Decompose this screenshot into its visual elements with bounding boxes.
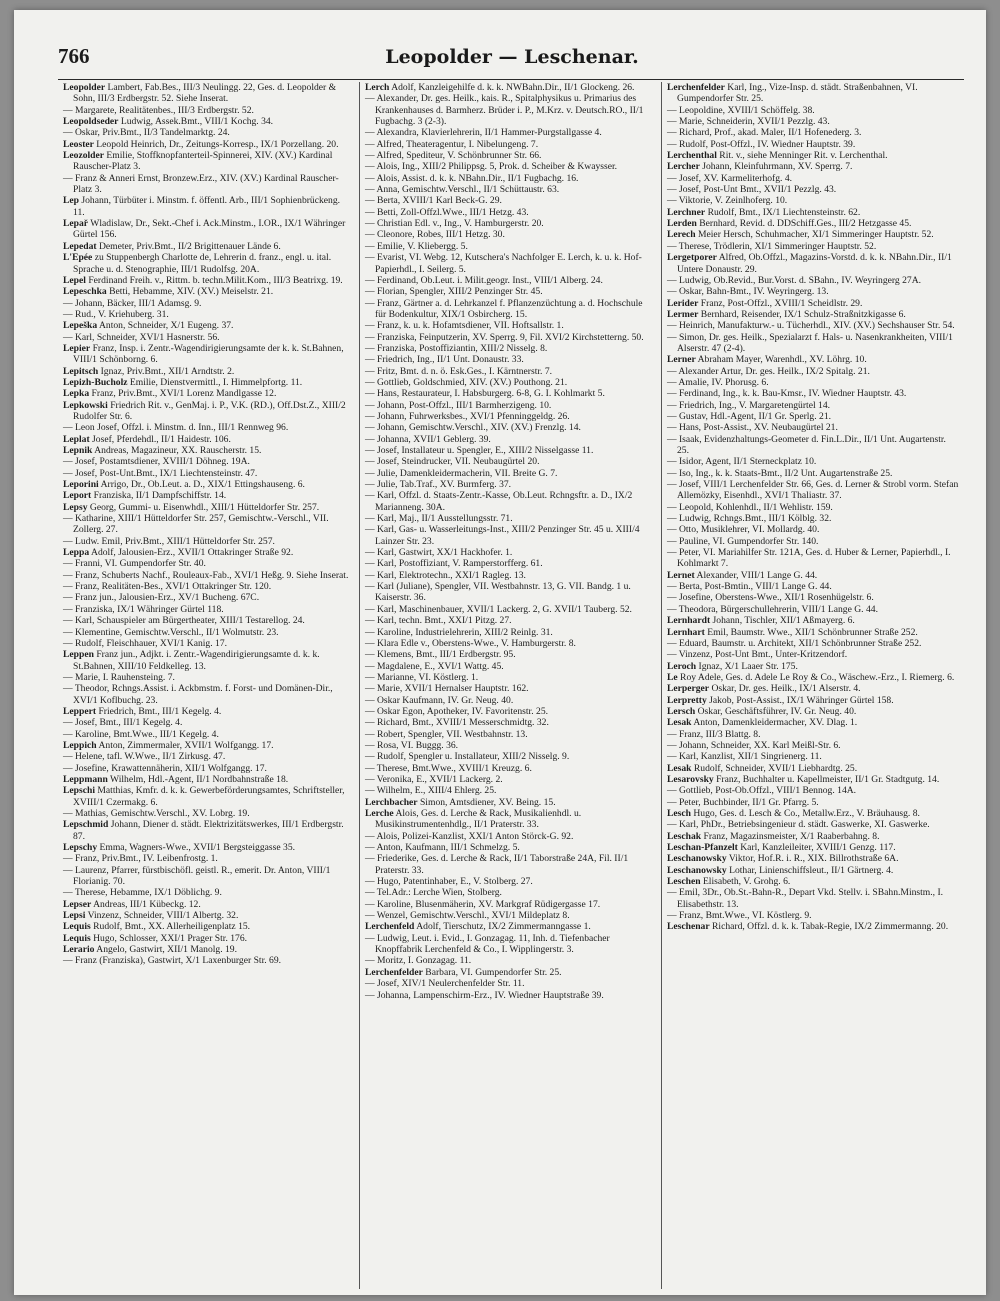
- directory-entry: — Ferdinand, Ing., k. k. Bau-Kmsr., IV. Wiedner Hauptstr. 43.: [666, 388, 907, 400]
- directory-entry: — Veronika, E., XVII/1 Lackerg. 2.: [364, 773, 503, 785]
- entry-surname: Leschanowsky: [666, 853, 727, 865]
- directory-entry: Lerch Adolf, Kanzleigehilfe d. k. k. NWBahn.Dir., II/1 Glockeng. 26.: [364, 82, 635, 93]
- directory-entry: Leppert Friedrich, Bmt., III/1 Kegelg. 4.: [63, 705, 222, 717]
- columns: [58, 82, 964, 1289]
- entry-surname: Lerech: [666, 229, 696, 241]
- directory-entry: — Tel.Adr.: Lerche Wien, Stolberg.: [364, 887, 502, 899]
- directory-entry: Lepsi Vinzenz, Schneider, VIII/1 Albertg. 32.: [63, 910, 239, 922]
- entry-surname: Lesarovsky: [666, 773, 714, 785]
- directory-entry: — Karl, Maschinenbauer, XVII/1 Lackerg. 2, G. XVII/1 Tauberg. 52.: [364, 603, 632, 615]
- directory-entry: — Ludwig, Ob.Revid., Bur.Vorst. d. SBahn., IV. Weyringerg 27A.: [666, 274, 922, 286]
- directory-entry: — Christian Edl. v., Ing., V. Hamburgerstr. 20.: [364, 218, 544, 230]
- entry-surname: Lepschy: [63, 842, 98, 854]
- directory-entry: — Alois, Polizei-Kanzlist, XXI/1 Anton Störck-G. 92.: [364, 830, 574, 842]
- directory-entry: Lerchenthal Rit. v., siehe Menninger Rit. v. Lerchenthal.: [666, 150, 888, 162]
- entry-surname: Lerchenthal: [666, 150, 717, 162]
- directory-entry: — Josef, Bmt., III/1 Kegelg. 4.: [63, 717, 183, 729]
- directory-entry: — Karl, Gas- u. Wasserleitungs-Inst., XIII/2 Penzinger Str. 45 u. XIII/4 Lainzer Str. 23.: [364, 524, 640, 547]
- directory-entry: — Josef, XIV/1 Neulerchenfelder Str. 11.: [364, 978, 525, 990]
- entry-surname: Lepizh-Bucholz: [63, 376, 128, 388]
- entry-surname: Leport: [63, 490, 92, 502]
- directory-entry: — Karl, Schauspieler am Bürgertheater, XIII/1 Testarellog. 24.: [63, 615, 305, 627]
- directory-entry: Lepka Franz, Priv.Bmt., XVI/1 Lorenz Mandlgasse 12.: [63, 388, 277, 400]
- directory-entry: — Richard, Bmt., XVIII/1 Messerschmidtg. 32.: [364, 717, 549, 729]
- directory-entry: Leschak Franz, Magazinsmeister, X/1 Raaberbahng. 8.: [666, 830, 880, 842]
- directory-entry: — Josefine, Krawattennäherin, XII/1 Wolfgangg. 17.: [63, 762, 267, 774]
- directory-entry: Lep Johann, Türbüter i. Minstm. f. öffentl. Arb., III/1 Sophienbrückeng. 11.: [63, 195, 341, 218]
- directory-entry: — Klemens, Bmt., III/1 Erdbergstr. 95.: [364, 649, 516, 661]
- directory-entry: — Klementine, Gemischtw.Verschl., II/1 Wolmutstr. 23.: [63, 626, 279, 638]
- directory-entry: — Friederike, Ges. d. Lerche & Rack, II/1 Taborstraße 24A, Fil. II/1 Praterstr. 33.: [364, 853, 629, 876]
- directory-entry: — Franz & Anneri Ernst, Bronzew.Erz., XIV. (XV.) Kardinal Rauscher-Platz 3.: [63, 172, 339, 196]
- directory-entry: — Ferdinand, Ob.Leut. i. Milit.geogr. Inst., VIII/1 Alberg. 24.: [364, 274, 603, 286]
- directory-entry: — Franziska, Postoffiziantin, XIII/2 Nisselg. 8.: [364, 342, 548, 354]
- directory-entry: — Katharine, XIII/1 Hütteldorfer Str. 257, Gemischtw.-Verschl., VII. Zollerg. 27.: [63, 513, 329, 536]
- directory-entry: Leppmann Wilhelm, Hdl.-Agent, II/1 Nordbahnstraße 18.: [63, 773, 289, 785]
- directory-entry: — Vinzenz, Post-Unt Bmt., Unter-Kritzendorf.: [666, 649, 848, 661]
- entry-surname: Lepkowski: [63, 399, 108, 411]
- directory-entry: — Alfred, Theateragentur, I. Nibelungeng. 7.: [364, 138, 539, 150]
- directory-entry: — Alexander Artur, Dr. ges. Heilk., IX/2 Spitalg. 21.: [666, 365, 870, 377]
- directory-entry: — Emilie, V. Kliebergg. 5.: [364, 240, 468, 252]
- directory-entry: — Josef, XV. Karmeliterhofg. 4.: [666, 172, 793, 184]
- entry-surname: Lequis: [63, 921, 91, 933]
- entry-surname: Lerchenfelder: [666, 82, 725, 93]
- directory-entry: — Therese, Bmt.Wwe., XVIII/1 Kreuzg. 6.: [364, 762, 532, 774]
- directory-entry: — Karl, Postoffiziant, V. Ramperstorfferg. 61.: [364, 558, 543, 570]
- directory-entry: — Viktorie, V. Zeinlhoferg. 10.: [666, 195, 788, 207]
- directory-entry: — Anton, Kaufmann, III/1 Schmelzg. 5.: [364, 842, 520, 854]
- directory-entry: — Alois, Ing., XIII/2 Philippsg. 5, Prok. d. Scheiber & Kwaysser.: [364, 161, 618, 173]
- entry-surname: Leozolder: [63, 150, 105, 162]
- directory-entry: — Theodor, Rchngs.Assist. i. Ackbmstm. f. Forst- und Domänen-Dir., XVI/1 Koflbuchg. 23.: [63, 683, 333, 706]
- directory-entry: — Emil, 3Dr., Ob.St.-Bahn-R., Depart Vkd. Stellv. i. SBahn.Minstm., I. Elisabethstr. 13.: [666, 887, 944, 910]
- directory-entry: — Robert, Spengler, VII. Westbahnstr. 13.: [364, 728, 528, 740]
- directory-entry: — Florian, Spengler, XIII/2 Penzinger Str. 45.: [364, 286, 543, 298]
- directory-entry: Leopoldseder Ludwig, Assek.Bmt., VIII/1 Kochg. 34.: [63, 116, 274, 128]
- directory-entry: Lersch Oskar, Geschäftsführer, IV. Gr. Neug. 40.: [666, 705, 857, 717]
- directory-entry: — Helene, tafl. W.Wwe., II/1 Zirkusg. 47.: [63, 751, 226, 763]
- entry-surname: Lepschmid: [63, 819, 109, 831]
- header-rule: [58, 79, 964, 80]
- directory-entry: — Hans, Post-Assist., XV. Neubaugürtel 21.: [666, 422, 838, 434]
- entry-surname: L'Epée: [63, 252, 93, 264]
- entry-surname: Lepeška: [63, 320, 98, 332]
- directory-entry: Lepař Wladislaw, Dr., Sekt.-Chef i. Ack.Minstm., I.OR., IX/1 Währinger Gürtel 156.: [63, 218, 346, 241]
- directory-entry: Leporini Arrigo, Dr., Ob.Leut. a. D., XIX/1 Ettingshauseng. 6.: [63, 479, 305, 491]
- directory-entry: — Alexandra, Klavierlehrerin, II/1 Hammer-Purgstallgasse 4.: [364, 127, 602, 139]
- directory-entry: Leppich Anton, Zimmermaler, XVII/1 Wolfgangg. 17.: [63, 739, 274, 751]
- directory-entry: Lesak Rudolf, Schneider, XVII/1 Liebhardtg. 25.: [666, 762, 858, 774]
- directory-entry: Lepschmid Johann, Diener d. städt. Elektrizitätswerkes, III/1 Erdbergstr. 87.: [63, 819, 344, 842]
- directory-entry: Lepedat Demeter, Priv.Bmt., II/2 Brigittenauer Lände 6.: [63, 240, 281, 252]
- entry-surname: Lep: [63, 195, 79, 207]
- directory-entry: — Rudolf, Spengler u. Installateur, XIII/2 Nisselg. 9.: [364, 751, 570, 763]
- entry-surname: Lepeschka: [63, 286, 107, 298]
- directory-entry: Lesarovsky Franz, Buchhalter u. Kapellmeister, II/1 Gr. Stadtgutg. 14.: [666, 773, 940, 785]
- directory-entry: — Friedrich, Ing., II/1 Unt. Donaustr. 33.: [364, 354, 524, 366]
- directory-entry: — Leopoldine, XVIII/1 Schöffelg. 38.: [666, 104, 815, 116]
- entry-surname: Leschen: [666, 876, 701, 888]
- directory-entry: — Moritz, I. Gonzagag. 11.: [364, 955, 472, 967]
- entry-surname: Leschenar: [666, 921, 710, 933]
- directory-entry: — Mathias, Gemischtw.Verschl., XV. Lobrg. 19.: [63, 808, 250, 819]
- directory-entry: Lerden Bernhard, Revid. d. DDSchiff.Ges., III/2 Hetzgasse 45.: [666, 218, 912, 230]
- page-header: [58, 40, 966, 76]
- directory-entry: — Alfred, Spediteur, V. Schönbrunner Str. 66.: [364, 150, 542, 162]
- entry-surname: Leschak: [666, 830, 702, 842]
- directory-entry: — Josef, Post-Unt.Bmt., IX/1 Liechtensteinstr. 47.: [63, 467, 258, 479]
- directory-entry: — Franz, III/3 Blattg. 8.: [666, 728, 761, 740]
- directory-entry: — Karoline, Blusenmäherin, XV. Markgraf Rüdigergasse 17.: [364, 898, 601, 910]
- directory-entry: Lepeška Anton, Schneider, X/1 Eugeng. 37.: [63, 320, 234, 332]
- directory-entry: — Alois, Assist. d. k. k. NBahn.Dir., II/1 Fugbachg. 16.: [364, 172, 579, 184]
- directory-entry: — Evarist, VI. Webg. 12, Kutschera's Nachfolger E. Lerch, k. u. k. Hof-Papierhdl., I. Seilerg. 5.: [364, 252, 642, 275]
- directory-entry: — Oskar Kaufmann, IV. Gr. Neug. 40.: [364, 694, 514, 706]
- directory-entry: — Ludwig, Leut. i. Evid., I. Gonzagag. 11, Inh. d. Tiefenbacher Knopffabrik Lerchenfeld & Co., I. Wipplingerstr. 3.: [364, 932, 610, 956]
- directory-entry: Lerperger Oskar, Dr. ges. Heilk., IX/1 Alserstr. 4.: [666, 683, 861, 695]
- entry-surname: Lerario: [63, 944, 95, 956]
- directory-entry: Lepsy Georg, Gummi- u. Eisenwhdl., XIII/1 Hütteldorfer Str. 257.: [63, 501, 320, 513]
- directory-entry: — Karl, techn. Bmt., XXI/1 Pitzg. 27.: [364, 615, 512, 627]
- directory-entry: Leport Franziska, II/1 Dampfschiffstr. 14.: [63, 490, 227, 502]
- directory-entry: Lerchner Rudolf, Bmt., IX/1 Liechtensteinstr. 62.: [666, 206, 861, 218]
- directory-entry: — Oskar, Bahn-Bmt., IV. Weyringerg. 13.: [666, 286, 829, 298]
- directory-entry: — Johann, Fuhrwerksbes., XVI/1 Pfenninggeldg. 26.: [364, 410, 570, 422]
- directory-entry: — Therese, Hebamme, IX/1 Döblichg. 9.: [63, 887, 222, 899]
- directory-entry: Leoster Leopold Heinrich, Dr., Zeitungs-Korresp., IX/1 Porzellang. 20.: [63, 138, 339, 150]
- entry-surname: Lerchenfeld: [364, 921, 415, 933]
- directory-entry: Lepschi Matthias, Kmfr. d. k. k. Gewerbeförderungsamtes, Schriftsteller, XVIII/1 Czermakg. 6.: [63, 785, 345, 808]
- directory-entry: — Cleonore, Robes, III/1 Hetzg. 30.: [364, 229, 505, 241]
- directory-entry: — Magdalene, E., XVI/1 Wattg. 45.: [364, 660, 504, 672]
- directory-entry: Leschen Elisabeth, V. Grohg. 6.: [666, 876, 791, 888]
- directory-entry: — Wilhelm, E., XIII/4 Ehlerg. 25.: [364, 785, 497, 797]
- entry-surname: Lersch: [666, 705, 696, 717]
- column-1: [58, 82, 360, 1289]
- directory-entry: Lepier Franz, Insp. i. Zentr.-Wagendirigierungsamte der k. k. St.Bahnen, VIII/1 Schönborng. 6.: [63, 342, 344, 366]
- directory-entry: — Gottlieb, Post-Ob.Offzl., VIII/1 Bennog. 14A.: [666, 785, 857, 797]
- directory-entry: — Josef, Post-Unt Bmt., XVII/1 Pezzlg. 43.: [666, 184, 837, 196]
- directory-entry: — Karl, Elektrotechn., XXI/1 Ragleg. 13.: [364, 569, 526, 581]
- directory-entry: — Isidor, Agent, II/1 Sterneckplatz 10.: [666, 456, 817, 468]
- entry-surname: Leoster: [63, 138, 94, 150]
- directory-entry: Lernhardt Johann, Tischler, XII/1 Aßmayerg. 6.: [666, 615, 855, 627]
- directory-entry: — Franni, VI. Gumpendorfer Str. 40.: [63, 558, 206, 570]
- directory-entry: — Rudolf, Post-Offzl., IV. Wiedner Hauptstr. 39.: [666, 138, 856, 150]
- directory-page: [14, 10, 986, 1295]
- directory-entry: — Ludwig, Rchngs.Bmt., III/1 Kölblg. 32.: [666, 513, 832, 525]
- directory-entry: — Alexander, Dr. ges. Heilk., kais. R., Spitalphysikus u. Primarius des Krankenhauses d. Barmherz. Brüder i. P., M.Krz. v. Deutsch.RO., II/1 Fugbachg. 3 (2-3).: [364, 93, 644, 128]
- directory-entry: Leppen Franz jun., Adjkt. i. Zentr.-Wagendirigierungsamte d. k. k. St.Bahnen, XIII/10 Feldkelleg. 13.: [63, 649, 320, 672]
- directory-entry: Lergetporer Alfred, Ob.Offzl., Magazins-Vorstd. d. k. k. NBahn.Dir., II/1 Untere Donaustr. 29.: [666, 252, 952, 275]
- directory-entry: — Julie, Tab.Traf., XV. Burmferg. 37.: [364, 479, 512, 491]
- entry-surname: Lerch: [364, 82, 390, 93]
- entry-surname: Leppert: [63, 705, 97, 717]
- directory-entry: Lequis Hugo, Schlosser, XXI/1 Prager Str. 176.: [63, 932, 248, 944]
- directory-entry: — Otto, Musiklehrer, VI. Mollardg. 40.: [666, 524, 820, 536]
- directory-entry: — Berta, Post-Bmtin., VIII/1 Lange G. 44.: [666, 581, 832, 593]
- directory-entry: — Simon, Dr. ges. Heilk., Spezialarzt f. Hals- u. Nasenkrankheiten, VIII/1 Alserstr. 47 (2-4).: [666, 331, 953, 354]
- entry-surname: Leplat: [63, 433, 90, 445]
- directory-entry: — Wenzel, Gemischtw.Verschl., XVI/1 Mildeplatz 8.: [364, 910, 570, 922]
- entry-surname: Lerchenfelder: [364, 966, 423, 978]
- directory-entry: — Laurenz, Pfarrer, fürstbischöfl. geistl. R., emerit. Dr. Anton, VIII/1 Florianig. 70.: [63, 864, 331, 888]
- entry-surname: Leopolder: [63, 82, 106, 93]
- directory-entry: Lesak Anton, Damenkleidermacher, XV. Dlag. 1.: [666, 717, 858, 729]
- directory-entry: — Franz, Bmt.Wwe., VI. Köstlerg. 9.: [666, 910, 812, 922]
- directory-entry: — Franz, Priv.Bmt., IV. Leibenfrostg. 1.: [63, 853, 218, 865]
- directory-entry: Lepel Ferdinand Freih. v., Rittm. b. techn.Milit.Kom., III/3 Beatrixg. 19.: [63, 274, 343, 286]
- directory-entry: — Karl (Juliane), Spengler, VII. Westbahnstr. 13, G. VII. Bandg. 1 u. Kaiserstr. 36.: [364, 581, 631, 604]
- directory-entry: — Theodora, Bürgerschullehrerin, VIII/1 Lange G. 44.: [666, 603, 878, 615]
- directory-entry: Le Roy Adele, Ges. d. Adele Le Roy & Co., Wäschew.-Erz., I. Riemerg. 6.: [666, 671, 955, 683]
- entry-surname: Lesak: [666, 717, 692, 729]
- directory-entry: Lepizh-Bucholz Emilie, Dienstvermittl., I. Himmelpfortg. 11.: [63, 376, 303, 388]
- directory-entry: Lernhart Emil, Baumstr. Wwe., XII/1 Schönbrunner Straße 252.: [666, 626, 918, 638]
- entry-surname: Lerchbacher: [364, 796, 418, 808]
- directory-entry: — Amalie, IV. Phorusg. 6.: [666, 376, 769, 388]
- directory-entry: — Josefine, Oberstens-Wwe., XII/1 Rosenhügelstr. 6.: [666, 592, 874, 604]
- directory-entry: — Johann, Gemischtw.Verschl., XIV. (XV.) Frenzlg. 14.: [364, 422, 581, 434]
- directory-entry: Lerech Meier Hersch, Schuhmacher, XI/1 Simmeringer Hauptstr. 52.: [666, 229, 934, 241]
- directory-entry: Lerpretty Jakob, Post-Assist., IX/1 Währinger Gürtel 158.: [666, 694, 894, 706]
- entry-surname: Le: [666, 671, 678, 683]
- directory-entry: — Franz, Schuberts Nachf., Rouleaux-Fab., XVI/1 Heßg. 9. Siehe Inserat.: [63, 569, 349, 581]
- entry-surname: Lepsy: [63, 501, 88, 513]
- entry-surname: Leppen: [63, 649, 94, 661]
- directory-entry: — Franz, Gärtner a. d. Lehrkanzel f. Pflanzenzüchtung a. d. Hochschule für Bodenkultur, XIX/1 Osbircherg. 15.: [364, 297, 643, 320]
- directory-entry: Lesch Hugo, Ges. d. Lesch & Co., Metallw.Erz., V. Bräuhausg. 8.: [666, 808, 920, 819]
- directory-entry: Lerider Franz, Post-Offzl., XVIII/1 Scheidlstr. 29.: [666, 297, 863, 309]
- directory-entry: Lernet Alexander, VIII/1 Lange G. 44.: [666, 569, 818, 581]
- entry-surname: Lerchner: [666, 206, 706, 218]
- directory-entry: — Berta, XVIII/1 Karl Beck-G. 29.: [364, 195, 502, 207]
- directory-entry: Lepschy Emma, Wagners-Wwe., XVII/1 Bergsteiggasse 35.: [63, 842, 296, 854]
- directory-entry: — Leopold, Kohlenhdl., II/1 Wehlistr. 159.: [666, 501, 833, 513]
- directory-entry: Lerchenfelder Karl, Ing., Vize-Insp. d. städt. Straßenbahnen, VI. Gumpendorfer Str. 25.: [666, 82, 918, 105]
- directory-entry: Leschanowsky Lothar, Linienschiffsleut., II/1 Gärtnerg. 4.: [666, 864, 894, 876]
- directory-entry: — Peter, VI. Mariahilfer Str. 121A, Ges. d. Huber & Lerner, Papierhdl., I. Kohlmarkt 7.: [666, 547, 951, 570]
- entry-surname: Lernet: [666, 569, 695, 581]
- directory-entry: — Johanna, XVII/1 Geblerg. 39.: [364, 433, 491, 445]
- entry-surname: Lerider: [666, 297, 699, 309]
- directory-entry: Lerchbacher Simon, Amtsdiener, XV. Being. 15.: [364, 796, 556, 808]
- directory-entry: — Betti, Zoll-Offzl.Wwe., III/1 Hetzg. 43.: [364, 206, 529, 218]
- directory-entry: — Karl, Offzl. d. Staats-Zentr.-Kasse, Ob.Leut. Rchngsftr. a. D., IX/2 Marianneng. 30A.: [364, 490, 633, 513]
- directory-entry: — Peter, Buchbinder, II/1 Gr. Pfarrg. 5.: [666, 796, 819, 808]
- directory-entry: — Gottlieb, Goldschmied, XIV. (XV.) Pouthong. 21.: [364, 376, 568, 388]
- directory-entry: — Josef, Postamtsdiener, XVIII/1 Döhneg. 19A.: [63, 456, 250, 468]
- directory-entry: — Franz (Franziska), Gastwirt, X/1 Laxenburger Str. 69.: [63, 955, 282, 967]
- entry-surname: Lerden: [666, 218, 697, 230]
- directory-entry: — Margarete, Realitätenbes., III/3 Erdbergstr. 52.: [63, 104, 254, 116]
- directory-entry: — Marie, I. Rauhensteing. 7.: [63, 671, 175, 683]
- directory-entry: — Oskar, Priv.Bmt., II/3 Tandelmarktg. 24.: [63, 127, 230, 139]
- directory-entry: — Leon Josef, Offzl. i. Minstm. d. Inn., III/1 Rennweg 96.: [63, 422, 289, 434]
- page-number: 766: [58, 44, 90, 68]
- entry-surname: Lepel: [63, 274, 86, 286]
- directory-entry: Lermer Bernhard, Reisender, IX/1 Schulz-Straßnitzkigasse 6.: [666, 308, 906, 320]
- entry-surname: Lerner: [666, 354, 696, 366]
- directory-entry: — Josef, Installateur u. Spengler, E., XIII/2 Nisselgasse 11.: [364, 445, 594, 456]
- directory-entry: Lepnik Andreas, Magazineur, XX. Rauscherstr. 15.: [63, 445, 262, 456]
- directory-entry: — Karl, Schneider, XVI/1 Hasnerstr. 56.: [63, 331, 220, 343]
- directory-entry: — Josef, Steindrucker, VII. Neubaugürtel 20.: [364, 456, 540, 468]
- directory-entry: — Anna, Gemischtw.Verschl., II/1 Schüttaustr. 63.: [364, 184, 560, 196]
- directory-entry: Lercher Johann, Kleinfuhrmann, XV. Sperrg. 7.: [666, 161, 853, 173]
- entry-surname: Lernhart: [666, 626, 705, 638]
- column-3: [662, 82, 964, 1289]
- directory-entry: — Marie, XVII/1 Hernalser Hauptstr. 162.: [364, 683, 529, 695]
- entry-surname: Lerpretty: [666, 694, 707, 706]
- directory-entry: — Pauline, VI. Gumpendorfer Str. 140.: [666, 535, 819, 547]
- entry-surname: Lerche: [364, 808, 394, 819]
- directory-entry: — Fritz, Bmt. d. n. ö. Esk.Ges., I. Kärntnerstr. 7.: [364, 365, 553, 377]
- directory-entry: Lerchenfeld Adolf, Tierschutz, IX/2 Zimmermanngasse 1.: [364, 921, 591, 933]
- entry-surname: Lepser: [63, 898, 92, 910]
- directory-entry: Lerario Angelo, Gastwirt, XII/1 Manolg. 19.: [63, 944, 237, 956]
- directory-entry: — Marie, Schneiderin, XVII/1 Pezzlg. 43.: [666, 116, 830, 128]
- directory-entry: L'Epée zu Stuppenbergh Charlotte de, Lehrerin d. franz., engl. u. ital. Sprache u. d. Stenographie, III/1 Rudolfsg. 20A.: [63, 252, 332, 275]
- directory-entry: — Iso, Ing., k. k. Staats-Bmt., II/2 Unt. Augartenstraße 25.: [666, 467, 893, 479]
- directory-entry: Lepeschka Betti, Hebamme, XIV. (XV.) Meiselstr. 21.: [63, 286, 274, 298]
- entry-surname: Lepitsch: [63, 365, 99, 377]
- directory-entry: Lerner Abraham Mayer, Warenhdl., XV. Löhrg. 10.: [666, 354, 867, 366]
- entry-surname: Lergetporer: [666, 252, 717, 264]
- directory-entry: Leschanowsky Viktor, Hof.R. i. R., XIX. Billrothstraße 6A.: [666, 853, 899, 865]
- directory-entry: — Isaak, Evidenzhaltungs-Geometer d. Fin.L.Dir., II/1 Unt. Augartenstr. 25.: [666, 433, 946, 456]
- entry-surname: Lepka: [63, 388, 90, 400]
- directory-entry: — Friedrich, Ing., V. Margaretengürtel 14.: [666, 399, 831, 411]
- directory-entry: Lerchenfelder Barbara, VI. Gumpendorfer Str. 25.: [364, 966, 562, 978]
- directory-entry: — Franz, Realitäten-Bes., XVI/1 Ottakringer Str. 120.: [63, 581, 272, 593]
- entry-surname: Leppa: [63, 547, 90, 559]
- directory-entry: — Heinrich, Manufakturw.- u. Tücherhdl., XIV. (XV.) Sechshauser Str. 54.: [666, 320, 955, 332]
- entry-surname: Leopoldseder: [63, 116, 119, 128]
- entry-surname: Lercher: [666, 161, 700, 173]
- directory-entry: — Karoline, Bmt.Wwe., III/1 Kegelg. 4.: [63, 728, 219, 740]
- directory-entry: — Johanna, Lampenschirm-Erz., IV. Wiedner Hauptstraße 39.: [364, 989, 604, 1001]
- directory-entry: — Oskar Egon, Apotheker, IV. Favoritenstr. 25.: [364, 705, 549, 717]
- entry-surname: Leporini: [63, 479, 99, 491]
- directory-entry: — Karl, Gastwirt, XX/1 Hackhofer. 1.: [364, 547, 513, 559]
- directory-entry: Leroch Ignaz, X/1 Laaer Str. 175.: [666, 660, 798, 672]
- entry-surname: Lepedat: [63, 240, 97, 252]
- directory-entry: Lepser Andreas, III/1 Kübeckg. 12.: [63, 898, 201, 910]
- directory-entry: — Julie, Damenkleidermacherin, VII. Breite G. 7.: [364, 467, 558, 479]
- directory-entry: — Richard, Prof., akad. Maler, II/1 Hofenederg. 3.: [666, 127, 862, 139]
- directory-entry: Leschenar Richard, Offzl. d. k. k. Tabak-Regie, IX/2 Zimmermanng. 20.: [666, 921, 949, 933]
- directory-entry: — Franz jun., Jalousien-Erz., XV/1 Bucheng. 67C.: [63, 592, 260, 604]
- entry-surname: Lerperger: [666, 683, 710, 695]
- directory-entry: — Franziska, IX/1 Währinger Gürtel 118.: [63, 603, 224, 615]
- entry-surname: Leppmann: [63, 773, 108, 785]
- directory-entry: — Rud., V. Kriehuberg. 31.: [63, 308, 169, 320]
- directory-entry: — Johann, Schneider, XX. Karl Meißl-Str. 6.: [666, 739, 841, 751]
- entry-surname: Leppich: [63, 739, 97, 751]
- entry-surname: Lepař: [63, 218, 89, 230]
- directory-entry: — Ludw. Emil, Priv.Bmt., XIII/1 Hütteldorfer Str. 257.: [63, 535, 275, 547]
- directory-entry: Leschan-Pfanzelt Karl, Kanzleileiter, XVIII/1 Genzg. 117.: [666, 842, 896, 854]
- directory-entry: — Gustav, Hdl.-Agent, II/1 Gr. Sperlg. 21.: [666, 410, 832, 422]
- directory-entry: — Karl, PhDr., Betriebsingenieur d. städt. Gaswerke, XI. Gaswerke.: [666, 819, 930, 831]
- entry-surname: Lepier: [63, 342, 91, 354]
- directory-entry: — Therese, Trödlerin, XI/1 Simmeringer Hauptstr. 52.: [666, 240, 877, 252]
- entry-surname: Leschan-Pfanzelt: [666, 842, 738, 854]
- directory-entry: — Rudolf, Fleischhauer, XVI/1 Kanig. 17.: [63, 637, 228, 649]
- entry-surname: Lequis: [63, 932, 91, 944]
- directory-entry: — Franziska, Feinputzerin, XV. Sperrg. 9, Fil. XVI/2 Kirchstetterng. 50.: [364, 331, 644, 343]
- directory-entry: — Franz, k. u. k. Hofamtsdiener, VII. Hoftsallstr. 1.: [364, 320, 564, 332]
- directory-entry: — Rosa, VI. Buggg. 36.: [364, 739, 459, 751]
- directory-entry: Lerche Alois, Ges. d. Lerche & Rack, Musikalienhdl. u. Musikinstrumentenhdlg., II/1 Praterstr. 33.: [364, 808, 582, 831]
- directory-entry: — Johann, Post-Offzl., III/1 Barmherzigeng. 10.: [364, 399, 552, 411]
- entry-surname: Lepnik: [63, 445, 93, 456]
- entry-surname: Lesak: [666, 762, 692, 774]
- directory-entry: Lequis Rudolf, Bmt., XX. Allerheiligenplatz 15.: [63, 921, 251, 933]
- directory-entry: Leozolder Emilie, Stoffknopfanterteil-Spinnerei, XIV. (XV.) Kardinal Rauscher-Platz 3.: [63, 150, 333, 173]
- directory-entry: — Karl, Maj., II/1 Ausstellungsstr. 71.: [364, 513, 513, 525]
- directory-entry: Lepitsch Ignaz, Priv.Bmt., XII/1 Arndtstr. 2.: [63, 365, 235, 377]
- directory-entry: — Hans, Restaurateur, I. Habsburgerg. 6-8, G. I. Kohlmarkt 5.: [364, 388, 605, 400]
- directory-entry: Leopolder Lambert, Fab.Bes., III/3 Neulingg. 22, Ges. d. Leopolder & Sohn, III/3 Erdbergstr. 52. Siehe Inserat.: [63, 82, 337, 105]
- directory-entry: Lepkowski Friedrich Rit. v., GenMaj. i. P., V.K. (RD.), Off.Dst.Z., XIII/2 Rudolfer Str. 6.: [63, 399, 346, 422]
- entry-surname: Lernhardt: [666, 615, 711, 627]
- column-2: [360, 82, 662, 1289]
- directory-entry: — Karl, Kanzlist, XII/1 Singrienerg. 11.: [666, 751, 822, 763]
- directory-entry: Leplat Josef, Pferdehdl., II/1 Haidestr. 106.: [63, 433, 231, 445]
- directory-entry: — Josef, VIII/1 Lerchenfelder Str. 66, Ges. d. Lerner & Strobl vorm. Stefan Allemözky, Eisenhdl., XVI/1 Thaliastr. 37.: [666, 479, 959, 502]
- directory-entry: — Johann, Bäcker, III/1 Adamsg. 9.: [63, 297, 202, 309]
- directory-entry: — Marianne, VI. Köstlerg. 1.: [364, 671, 479, 683]
- entry-surname: Lepschi: [63, 785, 95, 797]
- directory-entry: — Klara Edle v., Oberstens-Wwe., V. Hamburgerstr. 8.: [364, 637, 576, 649]
- entry-surname: Lermer: [666, 308, 699, 320]
- directory-entry: — Hugo, Patentinhaber, E., V. Stolberg. 27.: [364, 876, 533, 888]
- running-title: Leopolder — Leschenar.: [385, 46, 639, 68]
- directory-entry: Leppa Adolf, Jalousien-Erz., XVII/1 Ottakringer Straße 92.: [63, 547, 294, 559]
- entry-surname: Leschanowsky: [666, 864, 727, 876]
- entry-surname: Lepsi: [63, 910, 86, 922]
- directory-entry: — Eduard, Baumstr. u. Architekt, XII/1 Schönbrunner Straße 252.: [666, 637, 922, 649]
- entry-surname: Lesch: [666, 808, 691, 819]
- directory-entry: — Karoline, Industrielehrerin, XIII/2 Reinlg. 31.: [364, 626, 553, 638]
- entry-surname: Leroch: [666, 660, 697, 672]
